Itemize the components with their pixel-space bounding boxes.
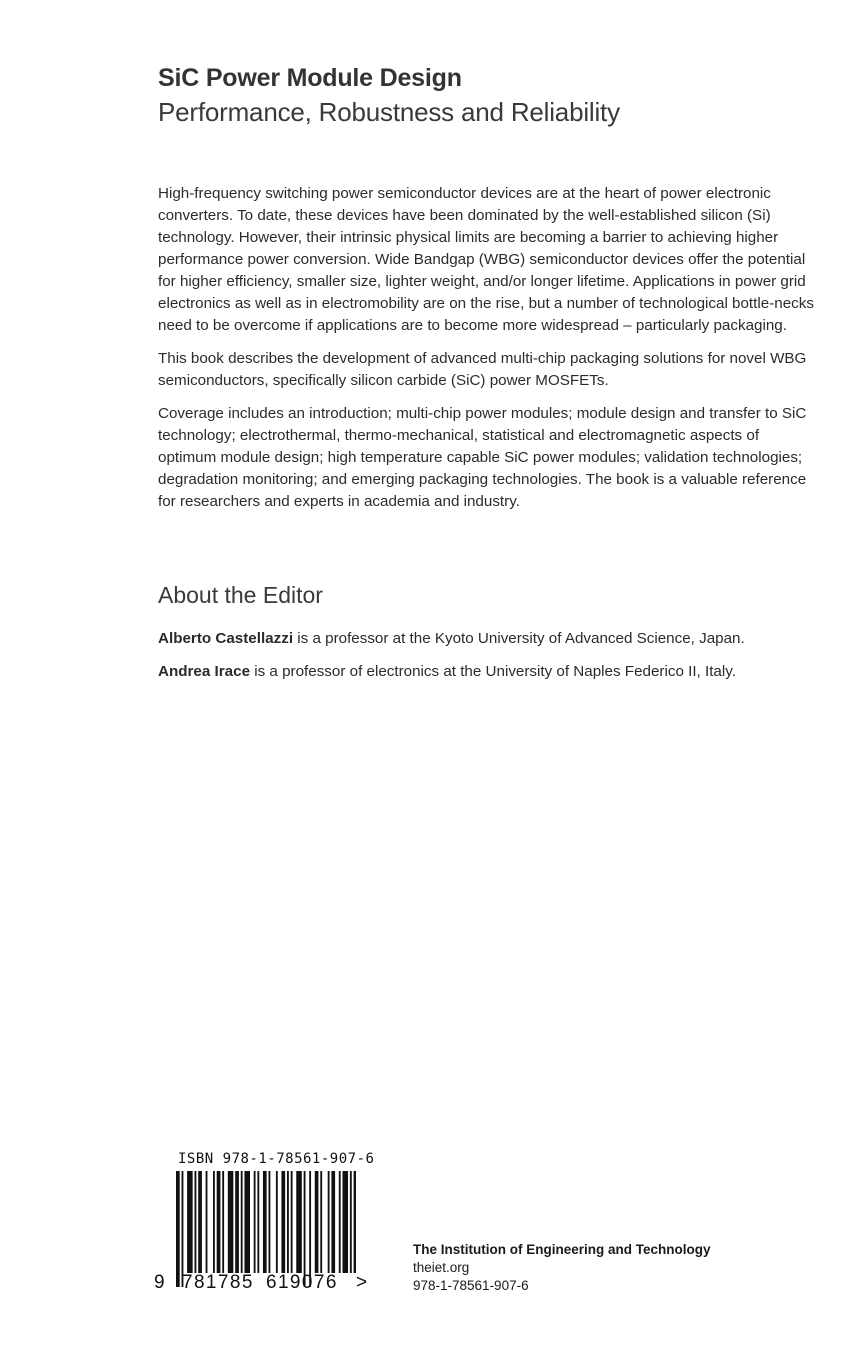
barcode-bar <box>257 1171 259 1273</box>
description-paragraph-1: High-frequency switching power semiconductor devices are at the heart of power electronic converters. To date, these devices have been dominated by the well-established silicon (Si) technology. However, their intrinsic physical limits are becoming a barrier to achieving higher performance power conversion. Wide Bandgap (WBG) semiconductor devices offer the potential for higher efficiency, smaller size, lighter weight, and/or longer lifetime. Applications in power grid electronics as well as in electromobility are on the rise, but a number of technological bottle-necks need to be overcome if applications are to become more widespread – particularly packaging. <box>158 185 814 334</box>
barcode-digits-group2: 619076 <box>266 1272 338 1293</box>
editor-name: Andrea Irace <box>158 663 251 680</box>
barcode-bar <box>304 1171 306 1287</box>
publisher-name: The Institution of Engineering and Technology <box>413 1242 711 1257</box>
barcode-bar <box>350 1171 352 1273</box>
barcode-digit-first: 9 <box>154 1272 166 1293</box>
barcode-bar <box>281 1171 285 1273</box>
barcode-bar <box>309 1171 311 1287</box>
barcode-bar <box>343 1171 349 1273</box>
barcode-bar <box>269 1171 271 1273</box>
barcode-bar <box>222 1171 224 1273</box>
book-subtitle: Performance, Robustness and Reliability <box>158 97 620 127</box>
publisher-isbn: 978-1-78561-907-6 <box>413 1278 529 1293</box>
barcode-bar <box>206 1171 208 1273</box>
barcode-bar <box>331 1171 335 1273</box>
barcode-bar <box>254 1171 256 1273</box>
barcode-bar <box>217 1171 221 1273</box>
about-editor-heading: About the Editor <box>158 582 323 608</box>
editor-entry <box>158 661 818 683</box>
barcode-bar <box>354 1171 356 1273</box>
editor-bio: is a professor of electronics at the University of Naples Federico II, Italy. <box>250 663 736 680</box>
description-paragraph-2: This book describes the development of advanced multi-chip packaging solutions for novel WBG semiconductors, specifically silicon carbide (SiC) power MOSFETs. <box>158 350 807 389</box>
isbn-label: ISBN 978-1-78561-907-6 <box>178 1151 375 1167</box>
editor-entry <box>158 628 818 650</box>
barcode-bar <box>263 1171 267 1273</box>
barcode-bar <box>213 1171 215 1273</box>
barcode-bar <box>339 1171 341 1273</box>
publisher-website: theiet.org <box>413 1260 470 1275</box>
publisher-block <box>413 1241 711 1295</box>
barcode-bar <box>187 1171 193 1273</box>
barcode-bar <box>176 1171 180 1287</box>
barcode-bar <box>241 1171 243 1273</box>
book-description <box>158 183 818 524</box>
barcode-bar <box>198 1171 202 1273</box>
barcode-bar <box>195 1171 197 1273</box>
barcode-digits-group1: 781785 <box>182 1272 254 1293</box>
editor-bio: is a professor at the Kyoto University of Advanced Science, Japan. <box>293 630 745 647</box>
barcode-bar <box>287 1171 289 1273</box>
barcode-bar <box>235 1171 239 1273</box>
barcode-bar <box>276 1171 278 1273</box>
barcode-bar <box>315 1171 319 1273</box>
description-paragraph-3: Coverage includes an introduction; multi-chip power modules; module design and transfer to SiC technology; electrothermal, thermo-mechanical, statistical and electromagnetic aspects of optimum module design; high temperature capable SiC power modules; validation technologies; degradation monitoring; and emerging packaging technologies. The book is a valuable reference for researchers and experts in academia and industry. <box>158 405 807 510</box>
editor-list <box>158 628 818 694</box>
barcode-bar <box>182 1171 184 1287</box>
barcode-bar <box>244 1171 250 1273</box>
barcode-icon <box>176 1171 356 1287</box>
barcode-bar <box>228 1171 234 1273</box>
barcode-bar <box>320 1171 322 1273</box>
barcode-bar <box>296 1171 302 1273</box>
book-title: SiC Power Module Design <box>158 64 462 92</box>
barcode-bar <box>291 1171 293 1273</box>
editor-name: Alberto Castellazzi <box>158 630 294 647</box>
barcode-end-marker: > <box>356 1272 369 1293</box>
barcode-bar <box>328 1171 330 1273</box>
